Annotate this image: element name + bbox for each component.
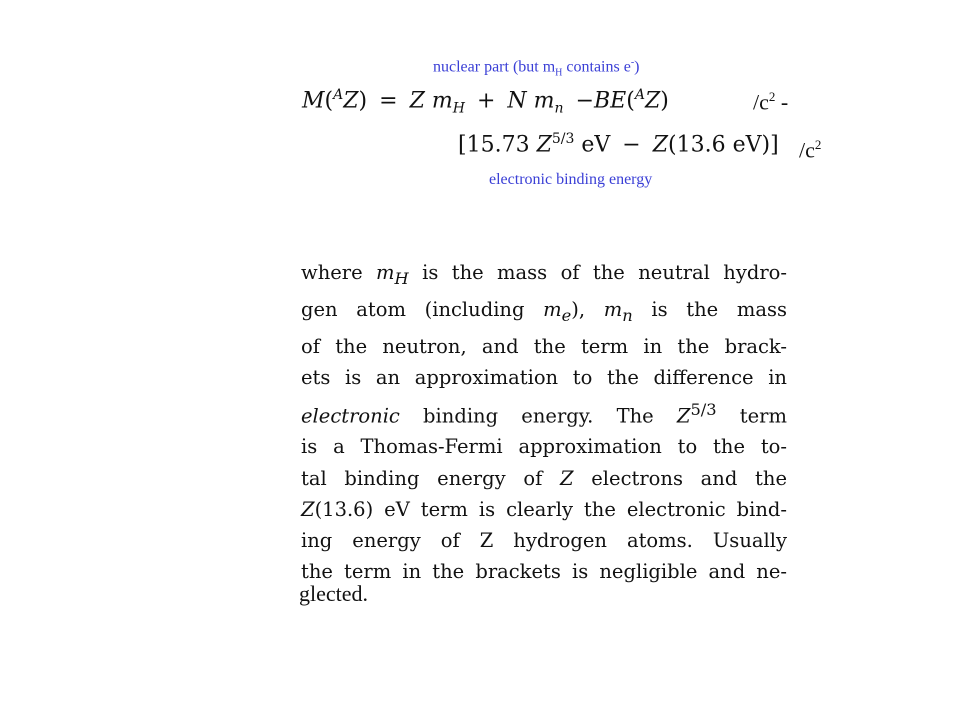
mass-equation-line-1: M($^A$Z) = Z $m_H + N$ $m_n -BE(^AZ)$ [302, 87, 669, 117]
paragraph-line: the term in the brackets is negligible and ne- [301, 560, 787, 584]
paragraph-line: of the neutron, and the term in the brack- [301, 335, 787, 359]
explanation-paragraph [301, 257, 787, 587]
paragraph-line: gen atom (including $m_e$), $m_n$ is the mass [301, 298, 787, 325]
paragraph-tail: glected. [299, 581, 369, 606]
paragraph-line: tal binding energy of Z electrons and the [301, 466, 787, 490]
electronic-binding-energy-annotation: electronic binding energy [489, 171, 653, 188]
paragraph-line: Z(13.6) eV term is clearly the electronic bind- [301, 497, 787, 521]
paragraph-line: is a Thomas-Fermi approximation to the to- [301, 435, 787, 459]
paragraph-line: ets is an approximation to the difference in [301, 366, 787, 390]
nuclear-part-annotation: nuclear part (but $m_H$ contains e-) [433, 57, 640, 79]
c-squared-unit-2: $/c^2$ [799, 137, 822, 163]
mass-equation-line-2: [15.73 $Z^{5/3}$ eV − Z(13.6 eV)] [458, 131, 779, 158]
paragraph-line: where $m_H$ is the mass of the neutral hydro- [301, 261, 787, 288]
paragraph-line: ing energy of Z hydrogen atoms. Usually [301, 528, 787, 552]
c-squared-unit-1: $/c^2$ - [753, 89, 789, 115]
paragraph-line: electronic binding energy. The $Z^{5/3}$ term [301, 399, 787, 428]
